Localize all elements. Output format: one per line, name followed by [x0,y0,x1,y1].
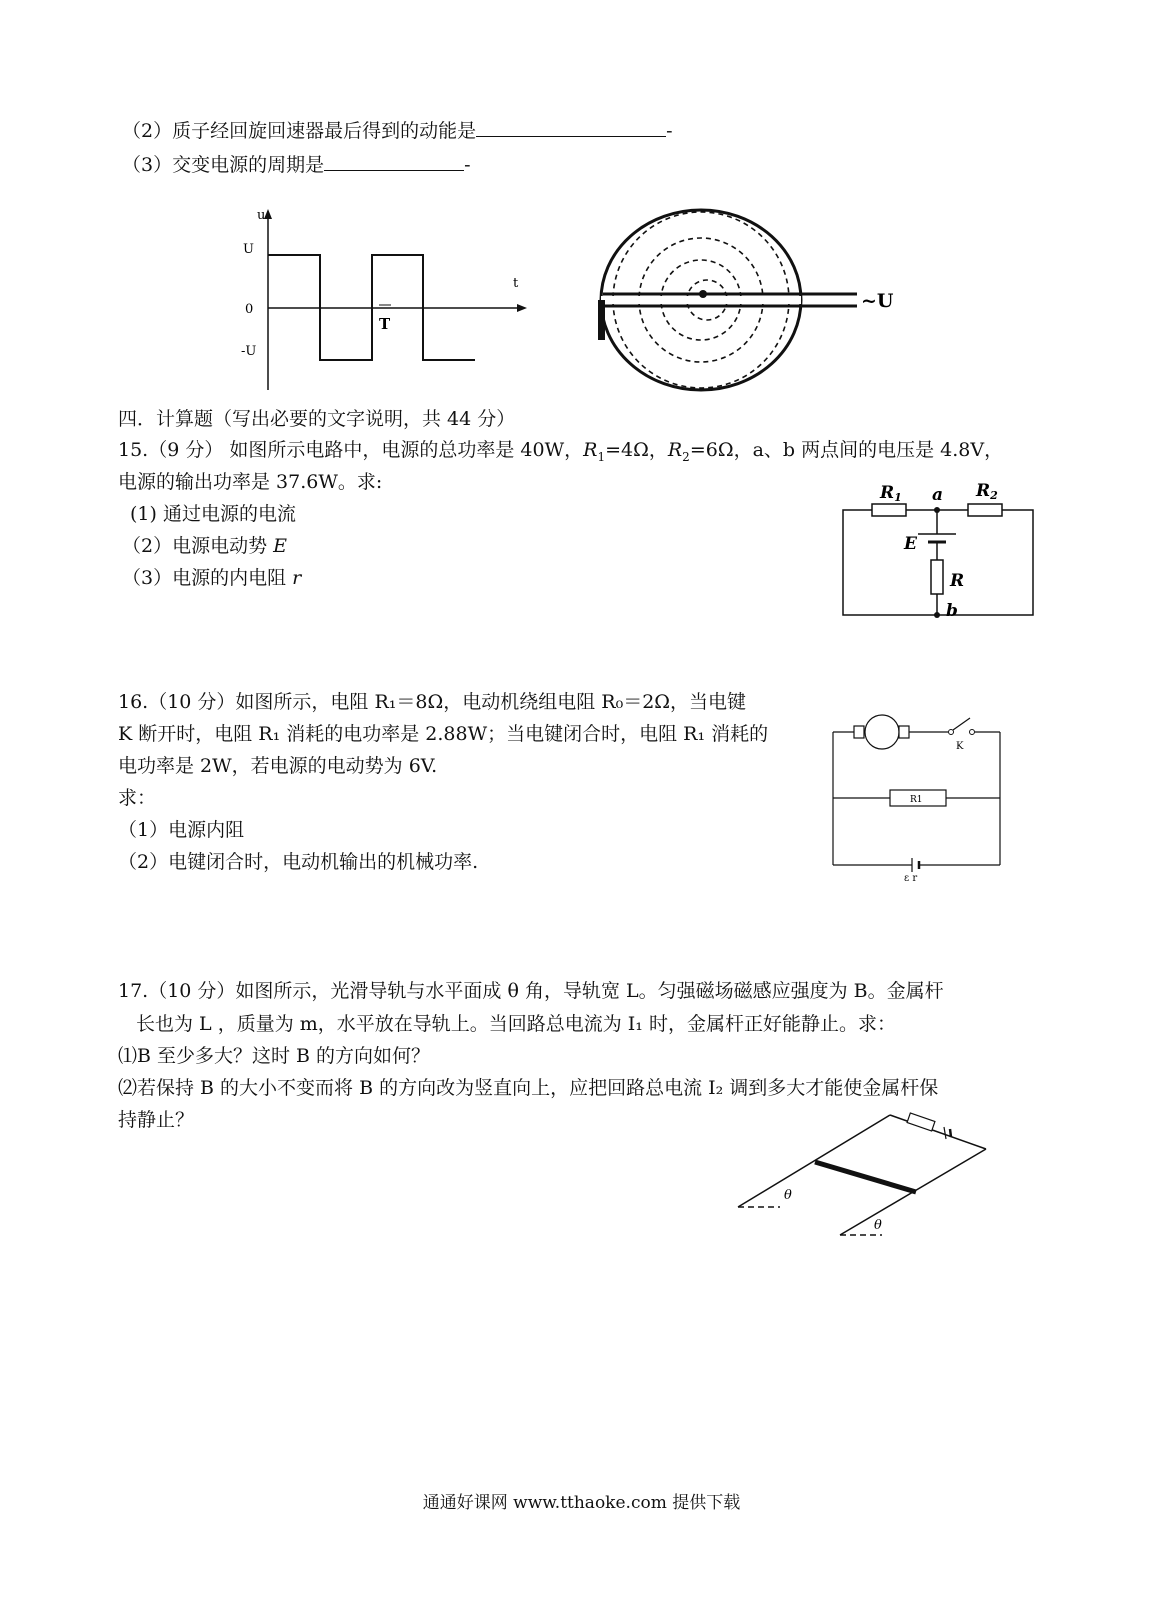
answer-blank [476,118,666,137]
svg-text:R1: R1 [880,483,902,504]
q16-line1: 16.（10 分）如图所示，电阻 R₁＝8Ω，电动机绕组电阻 R₀＝2Ω，当电键 [118,691,747,713]
q14-line3: （3）交变电源的周期是 - [122,154,471,176]
q15-line1: 15.（9 分） 如图所示电路中，电源的总功率是 40W，$R_1=4\Omega$，$R_2=6\Omega$，a、b 两点间的电压是 4.8V， [118,439,1004,464]
q16-item2: （2）电键闭合时，电动机输出的机械功率. [118,851,479,873]
q15-item1: (1) 通过电源的电流 [130,503,296,525]
label-zero: 0 [245,302,254,317]
q17-line2: 长也为 L ，质量为 m，水平放在导轨上。当回路总电流为 I₁ 时，金属杆正好能静止。求： [136,1013,896,1035]
q17-item2b: 持静止？ [118,1109,195,1131]
axis-u-label: u [257,208,266,223]
label-T: T [379,315,391,333]
page-footer: 通通好课网 www.tthaoke.com 提供下载 [422,1493,741,1513]
node-a-label: a [932,485,944,505]
q16-line3: 电功率是 2W，若电源的电动势为 6V. [118,755,438,777]
q17-line1: 17.（10 分）如图所示，光滑导轨与水平面成 θ 角，导轨宽 L。匀强磁场磁感应强度为 B。金属杆 [118,980,944,1002]
cyclotron-figure [595,205,915,395]
resistor-R1-label: R1 [910,795,923,805]
label-negU: -U [241,344,257,359]
theta-label-2: θ [874,1218,882,1233]
q16-item1: （1）电源内阻 [118,819,245,841]
q14-line2: （2）质子经回旋回速器最后得到的动能是 - [122,120,673,142]
circuit-q16 [830,708,1005,883]
svg-text:R2: R2 [976,481,998,502]
q15-line2: 电源的输出功率是 37.6W。求: [118,471,383,493]
theta-label-1: θ [784,1188,792,1203]
axis-t-label: t [513,276,519,291]
node-b-label: b [946,601,958,621]
q15-item3: （3）电源的内电阻 r [122,567,302,589]
resistor-R-label: R [950,571,965,591]
q16-line4: 求： [118,787,157,809]
section4-title: 四．计算题（写出必要的文字说明，共 44 分） [118,408,516,430]
inclined-rails-figure [730,1105,1000,1245]
q17-item1: ⑴B 至少多大？这时 B 的方向如何？ [118,1045,431,1067]
source-label: ε r [904,873,918,884]
answer-blank [324,152,464,171]
emf-E-label: E [904,534,917,554]
q15-item2: （2）电源电动势 E [122,535,288,557]
q16-line2: K 断开时，电阻 R₁ 消耗的电功率是 2.88W；当电键闭合时，电阻 R₁ 消耗的 [118,723,769,745]
label-U: U [243,242,254,257]
circuit-q15 [840,476,1040,621]
cyclotron-voltage-label: ~U [861,290,894,312]
q17-item2a: ⑵若保持 B 的大小不变而将 B 的方向改为竖直向上，应把回路总电流 I₂ 调到多大才能使金属杆保 [118,1077,939,1099]
switch-K-label: K [956,741,964,752]
square-wave-figure [235,205,535,395]
